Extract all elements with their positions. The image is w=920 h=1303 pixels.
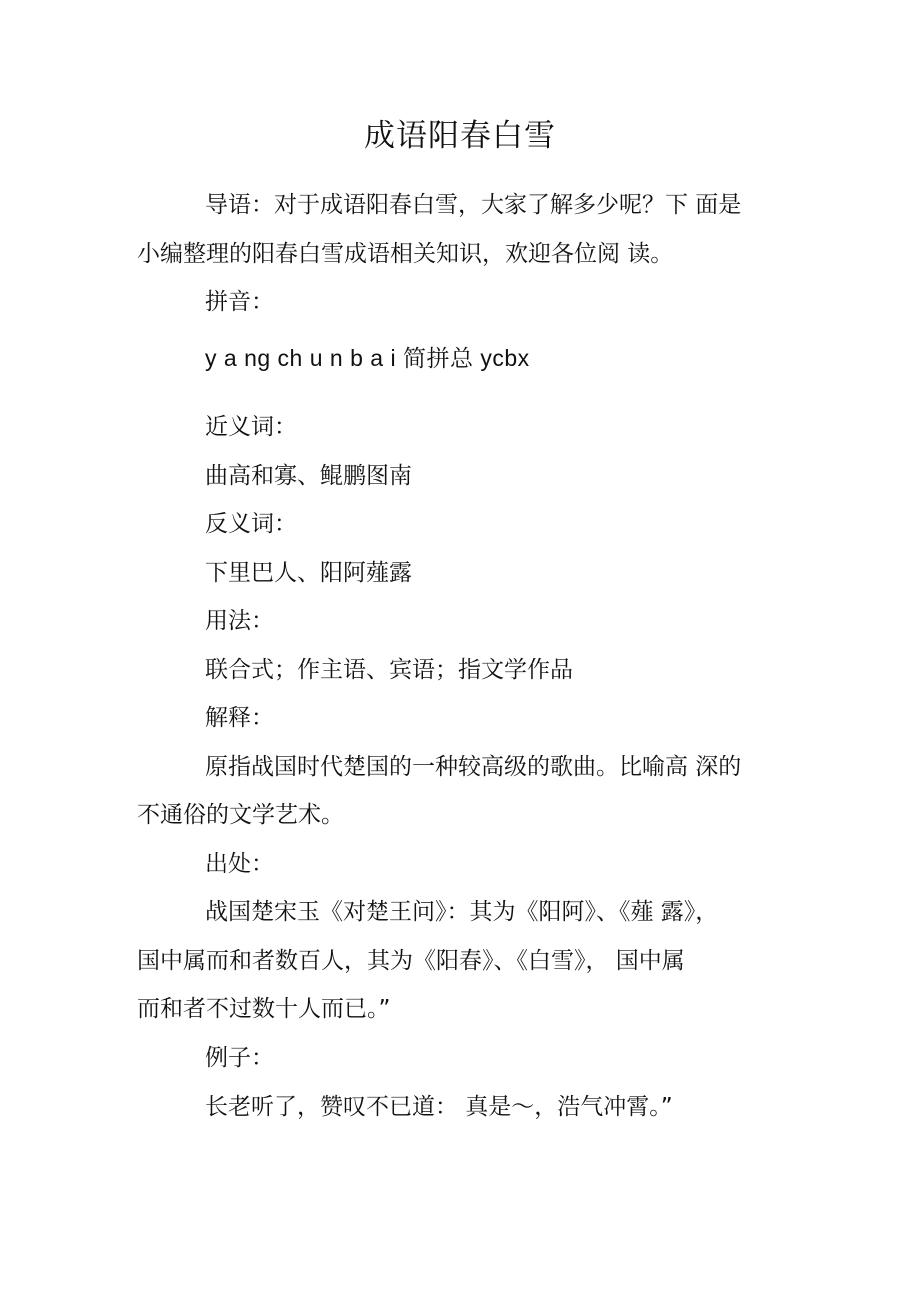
document-title: 成语阳春白雪	[364, 118, 556, 154]
source-label: 出处：	[205, 851, 274, 877]
antonyms-label: 反义词：	[205, 511, 297, 537]
synonyms-value: 曲高和寡、鲲鹏图南	[205, 463, 412, 489]
intro-line-2: 小编整理的阳春白雪成语相关知识，欢迎各位阅 读。	[137, 241, 674, 267]
source-line-1: 战国楚宋玉《对楚王问》：其为《阳阿》、《薤 露》，	[205, 899, 719, 925]
synonyms-label: 近义词：	[205, 414, 297, 440]
intro-line-1: 导语：对于成语阳春白雪，大家了解多少呢？下 面是	[205, 192, 742, 218]
pinyin-label: 拼音：	[205, 289, 274, 315]
example-label: 例子：	[205, 1045, 274, 1071]
antonyms-value: 下里巴人、阳阿薤露	[205, 560, 412, 586]
explanation-line-1: 原指战国时代楚国的一种较高级的歌曲。比喻高 深的	[205, 754, 742, 780]
source-line-3: 而和者不过数十人而已。”	[137, 996, 391, 1022]
usage-value: 联合式；作主语、宾语；指文学作品	[205, 657, 573, 683]
source-line-2: 国中属而和者数百人，其为《阳春》、《白雪》， 国中属	[137, 948, 685, 974]
usage-label: 用法：	[205, 608, 274, 634]
pinyin-value: y a ng ch u n b a i 简拼总 ycbx	[205, 345, 530, 371]
explanation-line-2: 不通俗的文学艺术。	[137, 802, 344, 828]
explanation-label: 解释：	[205, 705, 274, 731]
example-value: 长老听了，赞叹不已道： 真是～，浩气冲霄。”	[205, 1094, 673, 1120]
